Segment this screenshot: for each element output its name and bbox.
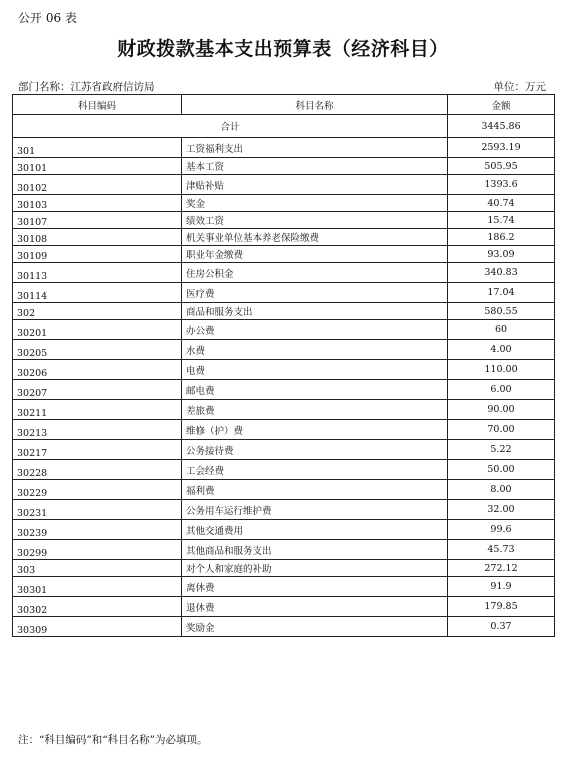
unit-label: 单位：万元	[493, 81, 546, 93]
table-row	[13, 400, 555, 420]
table-header-row	[13, 95, 555, 115]
row-amount: 2593.19	[448, 138, 555, 158]
row-amount: 91.9	[448, 577, 555, 597]
page-title: 财政拨款基本支出预算表（经济科目）	[117, 38, 449, 60]
table-row	[13, 340, 555, 360]
table-row	[13, 380, 555, 400]
row-amount: 186.2	[448, 229, 555, 246]
row-amount: 45.73	[448, 540, 555, 560]
row-name: 医疗费	[182, 283, 448, 303]
row-code: 30103	[13, 195, 182, 212]
row-name: 绩效工资	[182, 212, 448, 229]
footnote: 注：“科目编码”和“科目名称”为必填项。	[18, 734, 208, 746]
row-code: 30301	[13, 577, 182, 597]
row-amount: 90.00	[448, 400, 555, 420]
row-code: 30113	[13, 263, 182, 283]
table-row	[13, 360, 555, 380]
table-row	[13, 263, 555, 283]
row-amount: 6.00	[448, 380, 555, 400]
row-name: 维修（护）费	[182, 420, 448, 440]
row-name: 津贴补贴	[182, 175, 448, 195]
row-code: 30229	[13, 480, 182, 500]
row-name: 其他交通费用	[182, 520, 448, 540]
row-code: 30206	[13, 360, 182, 380]
row-name: 福利费	[182, 480, 448, 500]
row-code: 30228	[13, 460, 182, 480]
table-row	[13, 229, 555, 246]
row-name: 奖励金	[182, 617, 448, 637]
row-amount: 0.37	[448, 617, 555, 637]
row-code: 30107	[13, 212, 182, 229]
row-name: 对个人和家庭的补助	[182, 560, 448, 577]
row-amount: 17.04	[448, 283, 555, 303]
row-name: 工资福利支出	[182, 138, 448, 158]
table-row	[13, 420, 555, 440]
row-name: 离休费	[182, 577, 448, 597]
table-row	[13, 246, 555, 263]
row-amount: 99.6	[448, 520, 555, 540]
table-row	[13, 195, 555, 212]
row-amount: 60	[448, 320, 555, 340]
row-name: 基本工资	[182, 158, 448, 175]
table-row	[13, 158, 555, 175]
row-code: 30231	[13, 500, 182, 520]
row-name: 奖金	[182, 195, 448, 212]
table-row	[13, 320, 555, 340]
table-row	[13, 175, 555, 195]
row-amount: 505.95	[448, 158, 555, 175]
row-name: 办公费	[182, 320, 448, 340]
row-name: 邮电费	[182, 380, 448, 400]
row-code: 30309	[13, 617, 182, 637]
row-code: 30205	[13, 340, 182, 360]
row-name: 公务接待费	[182, 440, 448, 460]
row-amount: 32.00	[448, 500, 555, 520]
row-amount: 15.74	[448, 212, 555, 229]
table-row	[13, 212, 555, 229]
form-number: 公开 06 表	[18, 11, 77, 25]
row-code: 30109	[13, 246, 182, 263]
row-amount: 179.85	[448, 597, 555, 617]
table-row	[13, 560, 555, 577]
row-amount: 50.00	[448, 460, 555, 480]
header-code: 科目编码	[13, 95, 182, 115]
row-code: 30239	[13, 520, 182, 540]
row-code: 30108	[13, 229, 182, 246]
row-code: 30101	[13, 158, 182, 175]
header-amount: 金额	[448, 95, 555, 115]
row-code: 302	[13, 303, 182, 320]
row-amount: 8.00	[448, 480, 555, 500]
row-name: 退休费	[182, 597, 448, 617]
row-code: 30207	[13, 380, 182, 400]
row-code: 303	[13, 560, 182, 577]
row-amount: 40.74	[448, 195, 555, 212]
row-amount: 340.83	[448, 263, 555, 283]
row-amount: 272.12	[448, 560, 555, 577]
table-row	[13, 283, 555, 303]
table-row	[13, 460, 555, 480]
row-name: 住房公积金	[182, 263, 448, 283]
row-code: 30217	[13, 440, 182, 460]
row-code: 30211	[13, 400, 182, 420]
table-row	[13, 138, 555, 158]
row-amount: 110.00	[448, 360, 555, 380]
row-name: 职业年金缴费	[182, 246, 448, 263]
row-name: 工会经费	[182, 460, 448, 480]
table-row	[13, 480, 555, 500]
row-code: 30102	[13, 175, 182, 195]
table-row	[13, 540, 555, 560]
table-row	[13, 617, 555, 637]
total-row	[13, 115, 555, 138]
header-name: 科目名称	[182, 95, 448, 115]
total-amount: 3445.86	[448, 115, 555, 138]
row-name: 公务用车运行维护费	[182, 500, 448, 520]
budget-table	[12, 94, 555, 637]
row-amount: 580.55	[448, 303, 555, 320]
row-name: 差旅费	[182, 400, 448, 420]
row-code: 30302	[13, 597, 182, 617]
row-amount: 93.09	[448, 246, 555, 263]
row-name: 机关事业单位基本养老保险缴费	[182, 229, 448, 246]
table-row	[13, 440, 555, 460]
table-row	[13, 577, 555, 597]
department-label: 部门名称：江苏省政府信访局	[18, 81, 155, 93]
row-code: 30213	[13, 420, 182, 440]
table-row	[13, 597, 555, 617]
total-label: 合计	[13, 115, 448, 138]
row-code: 30114	[13, 283, 182, 303]
row-code: 30201	[13, 320, 182, 340]
row-name: 电费	[182, 360, 448, 380]
row-code: 30299	[13, 540, 182, 560]
row-name: 商品和服务支出	[182, 303, 448, 320]
row-amount: 1393.6	[448, 175, 555, 195]
row-amount: 4.00	[448, 340, 555, 360]
table-row	[13, 303, 555, 320]
row-name: 其他商品和服务支出	[182, 540, 448, 560]
table-row	[13, 520, 555, 540]
row-amount: 5.22	[448, 440, 555, 460]
row-amount: 70.00	[448, 420, 555, 440]
row-code: 301	[13, 138, 182, 158]
table-row	[13, 500, 555, 520]
row-name: 水费	[182, 340, 448, 360]
